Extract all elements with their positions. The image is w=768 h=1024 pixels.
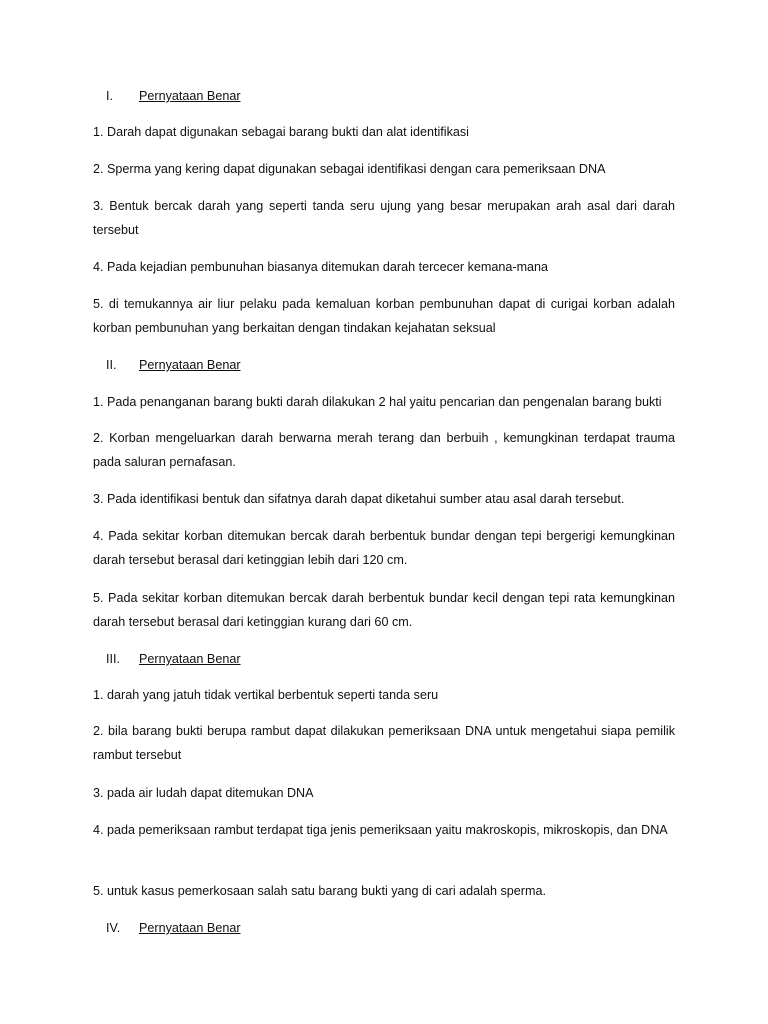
section-title: Pernyataan Benar (139, 652, 241, 666)
statement-item: 4. Pada sekitar korban ditemukan bercak darah berbentuk bundar dengan tepi bergerigi kemungkinan darah tersebut berasal dari ketinggian lebih dari 120 cm. (93, 529, 675, 567)
section-heading-4 (106, 918, 241, 938)
statement-item: 5. di temukannya air liur pelaku pada kemaluan korban pembunuhan dapat di curigai korban adalah korban pembunuhan yang berkaitan dengan tindakan kejahatan seksual (93, 297, 675, 335)
section-numeral: III. (106, 652, 120, 666)
section-heading-3 (106, 649, 241, 669)
statement-item: 2. Korban mengeluarkan darah berwarna merah terang dan berbuih , kemungkinan terdapat trauma pada saluran pernafasan. (93, 431, 675, 469)
section-numeral: II. (106, 358, 117, 372)
statement-item: 2. Sperma yang kering dapat digunakan sebagai identifikasi dengan cara pemeriksaan DNA (93, 162, 606, 176)
statement-item: 4. Pada kejadian pembunuhan biasanya ditemukan darah tercecer kemana-mana (93, 260, 549, 274)
section-title: Pernyataan Benar (139, 89, 241, 103)
statement-item: 5. Pada sekitar korban ditemukan bercak darah berbentuk bundar kecil dengan tepi rata kemungkinan darah tersebut berasal dari ketinggian kurang dari 60 cm. (93, 591, 675, 629)
statement-item: 4. pada pemeriksaan rambut terdapat tiga jenis pemeriksaan yaitu makroskopis, mikroskopis, dan DNA (93, 823, 668, 837)
section-title: Pernyataan Benar (139, 358, 241, 372)
statement-item: 3. Bentuk bercak darah yang seperti tanda seru ujung yang besar merupakan arah asal dari darah tersebut (93, 199, 675, 237)
statement-item: 3. Pada identifikasi bentuk dan sifatnya darah dapat diketahui sumber atau asal darah tersebut. (93, 492, 625, 506)
statement-item: 3. pada air ludah dapat ditemukan DNA (93, 786, 314, 800)
statement-item: 1. Darah dapat digunakan sebagai barang bukti dan alat identifikasi (93, 125, 469, 139)
statement-item: 1. Pada penanganan barang bukti darah dilakukan 2 hal yaitu pencarian dan pengenalan barang bukti (93, 395, 662, 409)
section-numeral: IV. (106, 921, 121, 935)
statement-item: 2. bila barang bukti berupa rambut dapat dilakukan pemeriksaan DNA untuk mengetahui siapa pemilik rambut tersebut (93, 724, 675, 762)
statement-item: 5. untuk kasus pemerkosaan salah satu barang bukti yang di cari adalah sperma. (93, 884, 546, 898)
section-heading-2 (106, 355, 241, 375)
section-numeral: I. (106, 89, 113, 103)
statement-item: 1. darah yang jatuh tidak vertikal berbentuk seperti tanda seru (93, 688, 439, 702)
section-title: Pernyataan Benar (139, 921, 241, 935)
section-heading-1 (106, 86, 241, 106)
